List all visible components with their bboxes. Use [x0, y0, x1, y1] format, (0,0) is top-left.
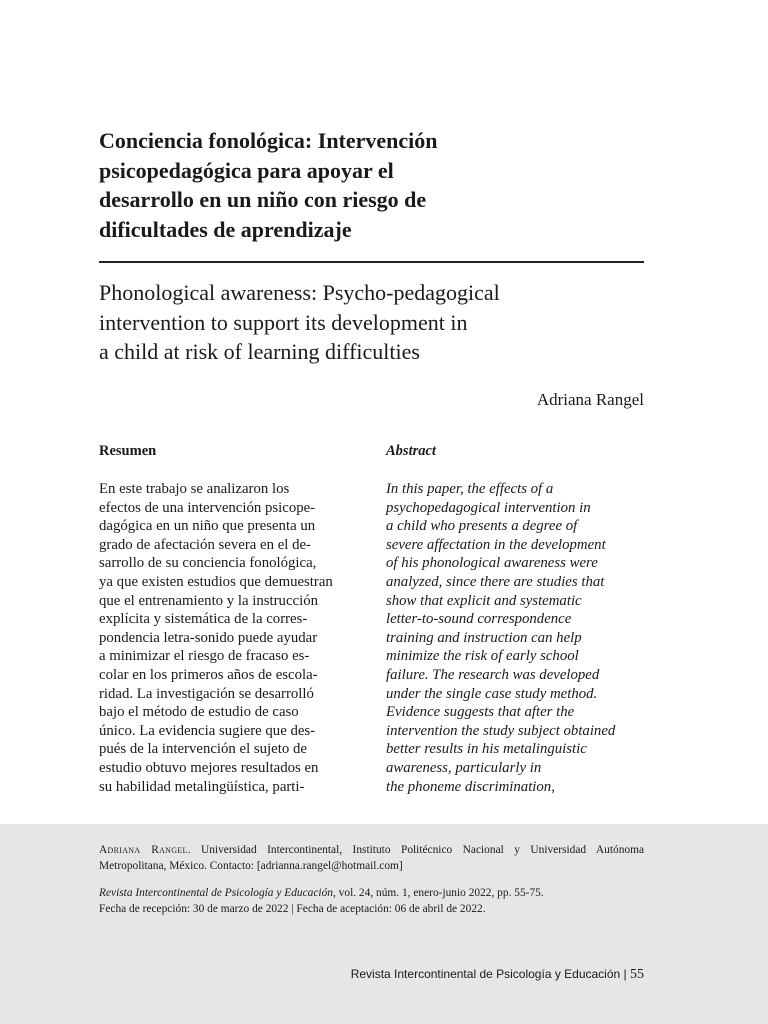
- affiliation-institutions: . Universidad Intercontinental, Instituto Politécnico Nacional y Universidad Autónoma: [187, 844, 644, 856]
- title-en-line: Phonological awareness: Psycho-pedagogical: [99, 280, 500, 305]
- abstract-line: a child who presents a degree of: [386, 518, 578, 535]
- citation-volume: , vol. 24, núm. 1, enero-junio 2022, pp. 55-75.: [332, 887, 544, 899]
- title-es-line: Conciencia fonológica: Intervención: [99, 128, 438, 153]
- abstract-line: better results in his metalinguistic: [386, 741, 587, 758]
- citation-line: [99, 886, 644, 902]
- resumen-line: a minimizar el riesgo de fracaso es-: [99, 648, 310, 665]
- citation-block: [99, 886, 644, 917]
- abstract-line: psychopedagogical intervention in: [386, 499, 591, 516]
- title-en-line: intervention to support its development in: [99, 309, 468, 335]
- resumen-line: su habilidad metalingüística, parti-: [99, 778, 305, 795]
- article-title-spanish: [99, 126, 659, 244]
- abstract-line: minimize the risk of early school: [386, 648, 579, 665]
- resumen-line: colar en los primeros años de escola-: [99, 666, 318, 683]
- resumen-line: que el entrenamiento y la instrucción: [99, 592, 318, 609]
- citation-journal: Revista Intercontinental de Psicología y Educación: [99, 887, 333, 899]
- affiliation-contact: Metropolitana, México. Contacto: [adrianna.rangel@hotmail.com]: [99, 860, 403, 872]
- title-es-line: dificultades de aprendizaje: [99, 216, 352, 242]
- submission-dates: Fecha de recepción: 30 de marzo de 2022 | Fecha de aceptación: 06 de abril de 2022.: [99, 902, 486, 915]
- affiliation-line: [99, 842, 644, 858]
- title-es-line: psicopedagógica para apoyar el: [99, 157, 394, 183]
- resumen-line: sarrollo de su conciencia fonológica,: [99, 555, 317, 572]
- resumen-line: estudio obtuvo mejores resultados en: [99, 759, 319, 776]
- resumen-body: [99, 480, 369, 796]
- abstract-body: [386, 480, 656, 796]
- abstract-line: letter-to-sound correspondence: [386, 611, 572, 628]
- author-name: Adriana Rangel: [536, 390, 644, 409]
- abstract-line: Evidence suggests that after the: [386, 704, 575, 721]
- running-footer: [351, 966, 644, 983]
- resumen-line: En este trabajo se analizaron los: [99, 481, 290, 497]
- abstract-line: analyzed, since there are studies that: [386, 573, 605, 590]
- abstract-line: under the single case study method.: [386, 685, 598, 702]
- author-affiliation: [99, 842, 644, 874]
- abstract-heading: Abstract: [386, 443, 436, 459]
- resumen-heading: Resumen: [99, 443, 157, 459]
- resumen-line: ridad. La investigación se desarrolló: [99, 685, 314, 702]
- title-es-line: desarrollo en un niño con riesgo de: [99, 187, 427, 212]
- abstract-line: In this paper, the effects of a: [386, 481, 554, 497]
- article-title-english: [99, 278, 659, 367]
- resumen-line: dagógica en un niño que presenta un: [99, 518, 316, 535]
- title-en-line: a child at risk of learning difficulties: [99, 339, 420, 364]
- resumen-line: grado de afectación severa en el de-: [99, 536, 311, 553]
- resumen-line: pondencia letra-sonido puede ayudar: [99, 629, 318, 646]
- resumen-line: único. La evidencia sugiere que des-: [99, 722, 316, 739]
- resumen-line: bajo el método de estudio de caso: [99, 704, 299, 721]
- abstract-line: show that explicit and systematic: [386, 592, 582, 609]
- title-divider: [99, 261, 644, 263]
- resumen-line: efectos de una intervención psicope-: [99, 499, 316, 516]
- abstract-line: training and instruction can help: [386, 629, 582, 646]
- abstract-line: failure. The research was developed: [386, 666, 600, 683]
- abstract-line: severe affectation in the development: [386, 536, 606, 553]
- resumen-line: ya que existen estudios que demuestran: [99, 573, 333, 590]
- abstract-line: awareness, particularly in: [386, 759, 542, 776]
- abstract-line: the phoneme discrimination,: [386, 778, 555, 795]
- page-number: 55: [630, 967, 644, 982]
- running-journal-name: Revista Intercontinental de Psicología y Educación |: [350, 967, 627, 981]
- resumen-line: pués de la intervención el sujeto de: [99, 741, 307, 758]
- abstract-line: intervention the study subject obtained: [386, 722, 616, 739]
- affiliation-author-name: Adriana Rangel: [99, 844, 188, 856]
- resumen-line: explícita y sistemática de la corres-: [99, 611, 308, 628]
- abstract-line: of his phonological awareness were: [386, 555, 598, 572]
